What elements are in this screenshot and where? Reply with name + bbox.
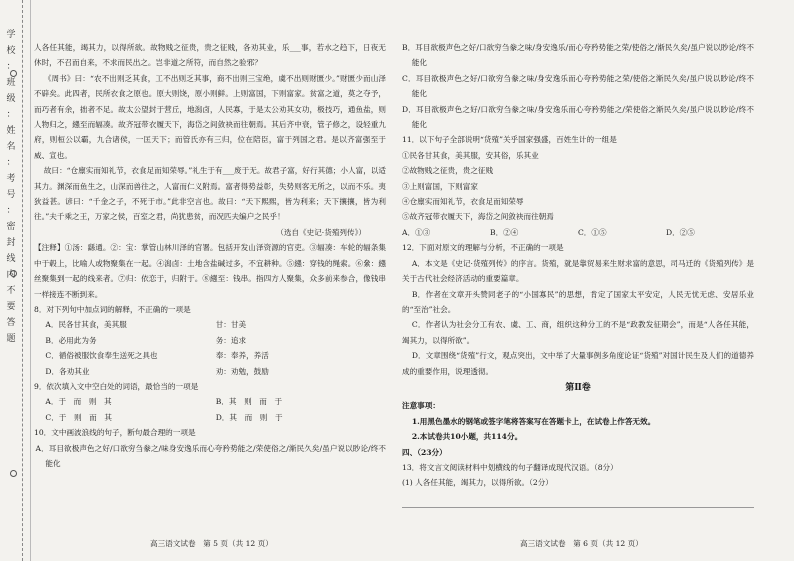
q11-options [402,225,754,240]
binding-char: 班 [6,78,16,88]
binding-char: 考 [6,174,16,184]
binding-char: 密 [6,222,16,232]
notice-1: 1.用黑色墨水的钢笔或签字笔将答案写在答题卡上，在试卷上作答无效。 [411,416,656,426]
q11-item: ③上则富国，下则富家 [402,181,478,191]
binding-char: 校 [6,46,16,56]
q13-sub-1: (1) 人各任其能，竭其力，以得所欲。（2分） [402,478,553,488]
q8-option[interactable]: B．必用此为务 务：追求 [45,335,247,345]
q8-options [34,317,386,379]
question-12: 12．下面对原文的理解与分析，不正确的一项是 [402,243,564,253]
q11-option[interactable]: B．②④ [490,227,519,237]
notice-2: 2.本试卷共10小题，共114分。 [411,432,523,442]
binding-char: 级 [6,94,16,104]
binding-char: 要 [6,302,16,312]
passage-p2: 《周书》曰：“农不出则乏其食，工不出则乏其事，商不出则三宝绝，虞不出则财匮少。”财匮少而山泽不辟矣。此四者，民所衣食之原也。原大则饶，原小则鲜。上则富国，下则富家。贫富之道，莫之夺予，而巧者有余，拙者不足。故太公望封于营丘，地潟卤，人民寡，于是太公劝其女功，极技巧，通鱼盐，则人物归之，繦至而辐凑。故齐冠带衣履天下，海岱之间敛袂而往朝焉。其后齐中衰，管子修之，设轻重九府，则桓公以霸，九合诸侯，一匡天下；而管氏亦有三归，位在陪臣，富于列国之君。是以齐富强至于威、宣也。 [34,73,386,160]
binding-char: 封 [6,238,16,248]
footer-page-5: 高三语文试卷 第 5 页（共 12 页） [150,539,273,548]
binding-char: 名 [6,142,16,152]
q8-option[interactable]: A．民各甘其食，美其服 甘：甘美 [45,320,247,330]
binding-hole [10,470,17,477]
q11-item: ①民各甘其食，美其服，安其俗，乐其业 [402,150,539,160]
section-2-title: 第Ⅱ卷 [565,382,591,393]
answer-line[interactable] [402,497,754,508]
q10-option-b[interactable]: B．耳目欲极声色之好/口欲穷刍豢之味/身安逸乐/而心夸矜势能之荣/使俗之/渐民久矣/虽户说以眇论/终不能化 [402,43,754,68]
q11-option[interactable]: C．①⑤ [578,227,607,237]
notice-title: 注意事项： [402,401,440,411]
q11-option[interactable]: D．②⑤ [666,227,695,237]
page-6 [402,40,754,508]
binding-char: 学 [6,30,16,40]
q10-option-d[interactable]: D．耳目欲极声色之好/口欲穷刍豢之味/身安逸乐而心夸矜势能之/荣使俗之渐民久矣/虽户说以眇论/终不能化 [402,104,754,130]
q11-item: ⑤故齐冠带衣履天下，海岱之间敛袂而往朝焉 [402,212,554,222]
q11-item: ②故物贱之征贵，贵之征贱 [402,166,494,176]
binding-char: ： [6,110,16,120]
q8-option[interactable]: D．各劝其业 劝：劝勉，鼓励 [45,366,269,376]
q11-item: ④仓廪实而知礼节，衣食足而知荣辱 [402,197,524,207]
part-4-heading: 四、（23分） [402,447,447,457]
q11-option[interactable]: A．①③ [402,227,431,237]
q9-option-row[interactable]: C．于 则 而 其 D．其 而 则 于 [45,412,283,422]
q12-option-d[interactable]: D．文章围绕“货殖”行文，观点突出，文中举了大量事例多角度论证“货殖”对国计民生及人们的道德养成的重要作用，说理透彻。 [402,351,754,376]
binding-char: ： [6,206,16,216]
question-9: 9．依次填入文中空白处的词语，最恰当的一项是 [34,381,199,391]
passage-source: （选自《史记·货殖列传》） [276,227,366,237]
binding-margin [0,0,31,561]
binding-char: 线 [6,254,16,264]
q8-option[interactable]: C．循俗被服饮食奉生送死之具也 奉：奉养，养活 [45,351,269,361]
passage-notes: 【注释】①汤：繇通。②：宝：掌管山林川泽的官署。包括开发山泽资源的官吏。③辐凑：车轮的辐条集中于毂上，比喻人或物聚集在一起。④潟卤：土地含盐碱过多，不宜耕种。⑤繦：穿钱的绳索。⑥絫：繦丝聚集到一起的线来者。⑦归：依恋于，归附于。⑧繦至：钱串。指四方人聚集，众多前来参合，像钱串一样接连不断到来。 [34,243,386,299]
binding-char: ： [6,62,16,72]
binding-char: 不 [6,286,16,296]
question-10: 10．文中画波浪线的句子，断句最合理的一项是 [34,428,196,438]
question-8: 8．对下列句中加点词的解释，不正确的一项是 [34,304,191,314]
page-5 [34,40,386,471]
binding-char: 答 [6,318,16,328]
binding-char: ： [6,158,16,168]
binding-labels [3,30,19,344]
seal-line [22,0,23,561]
question-11: 11．以下句子全部说明“货殖”关乎国家强盛，百姓生计的一组是 [402,135,617,145]
question-13: 13．将文言文阅读材料中划横线的句子翻译成现代汉语。（8分） [402,462,618,472]
binding-char: 姓 [6,126,16,136]
passage-p3: 故曰：“仓廪实而知礼节，衣食足而知荣辱。”礼生于有___废于无。故君子富，好行其德；小人富，以适其力。渊深而鱼生之，山深而兽往之，人富而仁义附焉。富者得势益彰，失势则客无所之，以而不乐。夷狄益甚。谚曰：“千金之子，不死于市。”此非空言也。故曰：“天下熙熙，皆为利来；天下攘攘，皆为利往。”夫千乘之王，万家之侯，百室之君，尚犹患贫，而况匹夫编户之民乎！ [34,166,386,222]
q12-option-a[interactable]: A．本文是《史记·货殖列传》的序言。货殖，就是靠贸易来生财求富的意思，司马迁的《货殖列传》是关于古代社会经济活动的重要篇章。 [402,258,754,284]
passage-p1: 人各任其能，竭其力，以得所欲。故物贱之征贵，贵之征贱，各劝其业，乐___事，若水之趋下，日夜无休时，不召而自来，不求而民出之。岂非道之所符，而自然之验邪？ [34,43,386,68]
binding-char: 号 [6,190,16,200]
q12-option-b[interactable]: B．作者在文章开头赞同老子的“小国寡民”的思想，肯定了国家太平安定，人民无忧无虑、安居乐业的“至治”社会。 [402,289,754,314]
q10-option-c[interactable]: C．耳目欲极声色之好/口欲穷刍豢之味/身安逸乐而心夸矜势能之荣/使俗之渐民久矣/虽户说以眇论/终不能化 [402,73,754,99]
q12-option-c[interactable]: C．作者认为社会分工有农、虞、工、商，组织这种分工的不是“政教发征期会”，而是“人各任其能，竭其力，以得所欲”。 [402,320,754,345]
q10-option-a[interactable]: A．耳目欲极声色之好/口欲穷刍豢之/味身安逸乐而心夸矜势能之/荣使俗之/渐民久矣/虽户说以眇论/终不能化 [35,443,386,468]
binding-char: 题 [6,334,16,344]
q9-option-row[interactable]: A．于 而 则 其 B．其 则 而 于 [45,397,283,407]
binding-char: 内 [6,270,16,280]
footer-page-6: 高三语文试卷 第 6 页（共 12 页） [520,539,643,548]
